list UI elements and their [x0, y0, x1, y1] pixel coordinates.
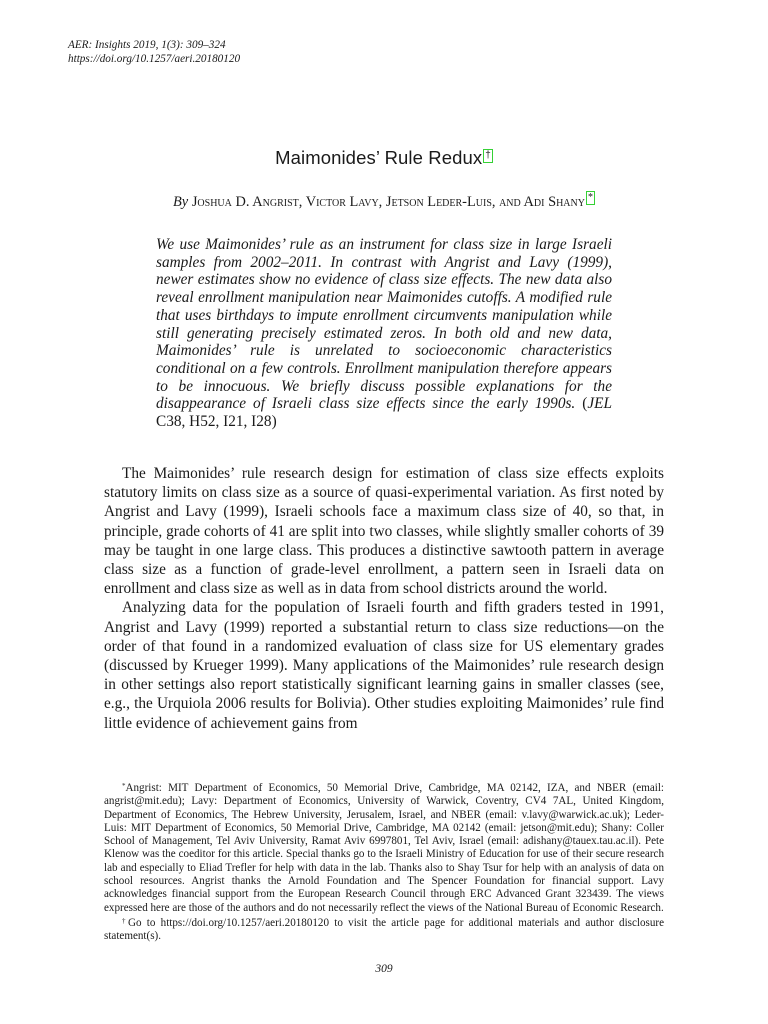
- jel-label: JEL: [587, 395, 612, 413]
- footnote-star-mark: *: [122, 782, 126, 790]
- footnote-author-affiliations: [104, 780, 664, 915]
- abstract-text: We use Maimonides’ rule as an instrument for class size in large Israeli samples from 2002–2011. In contrast with Angrist and Lavy (1999), newer estimates show no evidence of class size effects. The new data also reveal enrollment manipulation near Maimonides cutoffs. A modified rule that uses birthdays to impute enrollment circumvents manipulation while still generating precisely estimated zeros. In both old and new data, Maimonides’ rule is unrelated to socioeconomic characteristics conditional on a few controls. Enrollment manipulation therefore appears to be innocuous. We briefly discuss possible explanations for the disappearance of Israeli class size effects since the early 1990s.: [156, 236, 612, 413]
- footnotes: [104, 780, 664, 944]
- jel-codes: (JEL C38, H52, I21, I28): [156, 395, 612, 431]
- author-names: Joshua D. Angrist, Victor Lavy, Jetson Leder-Luis, and Adi Shany: [191, 194, 585, 210]
- article-title-text: Maimonides’ Rule Redux: [275, 147, 483, 168]
- abstract: [156, 236, 612, 431]
- author-line: [0, 191, 768, 211]
- article-title: [0, 147, 768, 169]
- journal-header: [68, 38, 240, 66]
- body-paragraph-1: The Maimonides’ rule research design for estimation of class size effects exploits statutory limits on class size as a source of quasi-experimental variation. As first noted by Angrist and Lavy (1999), Israeli schools face a maximum class size of 40, so that, in principle, grade cohorts of 41 are split into two classes, while slightly smaller cohorts of 39 may be taught in one large class. This produces a distinctive sawtooth pattern in average class size as a function of grade-level enrollment, a pattern seen in Israeli data on enrollment and class size as well as in data from school districts around the world.: [104, 465, 664, 598]
- article-doi[interactable]: https://doi.org/10.1257/aeri.20180120: [68, 53, 241, 65]
- body-paragraph-2: Analyzing data for the population of Israeli fourth and fifth graders tested in 1991, Angrist and Lavy (1999) reported a substantial return to class size reductions—on the order of that found in a randomized evaluation of class size for US elementary grades (discussed by Krueger 1999). Many applications of the Maimonides’ rule research design in other settings also report statistically significant learning gains in smaller classes (see, e.g., the Urquiola 2006 results for Bolivia). Other studies exploiting Maimonides’ rule find little evidence of achievement gains from: [104, 599, 664, 732]
- footnote-star-text: Angrist: MIT Department of Economics, 50 Memorial Drive, Cambridge, MA 02142, IZA, and NBER (email: angrist@mit.edu); Lavy: Department of Economics, University of Warwick, Coventry, CV4 7AL, United Kingdom, Department of Economics, The Hebrew University, Jerusalem, Israel, and NBER (email: v.lavy@warwick.ac.uk); Leder-Luis: MIT Department of Economics, 50 Memorial Drive, Cambridge, MA 02142 (email: jetson@mit.edu); Shany: Coller School of Management, Tel Aviv University, Ramat Aviv 6997801, Tel Aviv, Israel (email: adishany@tauex.tau.ac.il). Pete Klenow was the coeditor for this article. Special thanks go to the Israeli Ministry of Education for use of their secure research lab and especially to Eliad Trefler for help with data in the lab. Thanks also to Shay Tsur for help with an analysis of data on school resources. Angrist thanks the Arnold Foundation and The Spencer Foundation for financial support. Lavy acknowledges financial support from the European Research Council through ERC Advanced Grant 323439. The views expressed here are those of the authors and do not necessarily reflect the views of the National Bureau of Economic Research.: [104, 782, 664, 914]
- footnote-dagger-text: Go to https://doi.org/10.1257/aeri.20180120 to visit the article page for additional materials and author disclosure statement(s).: [104, 916, 665, 943]
- author-footnote-link[interactable]: *: [587, 192, 593, 203]
- journal-citation: AER: Insights 2019, 1(3): 309–324: [68, 39, 226, 51]
- author-by-prefix: By: [173, 194, 189, 210]
- jel-code-list: C38, H52, I21, I28): [156, 413, 277, 431]
- body-text: [104, 464, 664, 733]
- footnote-article-link: [104, 915, 664, 944]
- page-number: 309: [375, 963, 393, 975]
- title-footnote-link[interactable]: †: [485, 150, 491, 161]
- footnote-dagger-mark: †: [122, 916, 128, 925]
